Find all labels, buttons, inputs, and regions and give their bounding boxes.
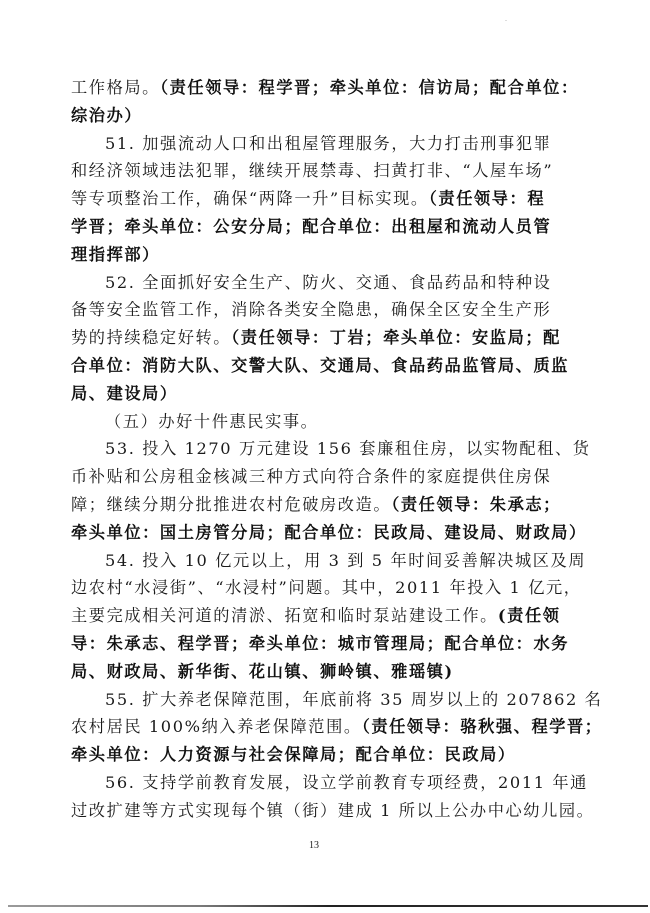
body-text: 过改扩建等方式实现每个镇（街）建成 1 所以上公办中心幼儿园。 [71,800,595,820]
text-line [71,686,603,714]
scan-artifact [505,20,507,21]
body-text: 55. 扩大养老保障范围，年底前将 35 周岁以上的 207862 名 [105,689,603,709]
body-text: 51. 加强流动人口和出租屋管理服务，大力打击刑事犯罪 [105,133,552,153]
page-number: 13 [309,840,319,851]
text-line [71,658,561,686]
text-line [71,491,561,519]
responsibility-text: 局、建设局） [71,383,178,403]
responsibility-text: 理指挥部） [71,244,160,264]
responsibility-text: 合单位：消防大队、交警大队、交通局、食品药品监管局、质监 [71,355,570,375]
text-line [71,157,561,185]
responsibility-text: 导：朱承志、程学晋；牵头单位：城市管理局；配合单位：水务 [71,633,570,653]
body-text: 主要完成相关河道的清淤、拓宽和临时泵站建设工作。 [71,606,498,626]
responsibility-text: 牵头单位：人力资源与社会保障局；配合单位：民政局） [71,745,516,765]
text-line [71,547,587,575]
body-text: 边农村“水浸街”、“水浸村”问题。其中，2011 年投入 1 亿元， [71,578,582,598]
body-text: 农村居民 100%纳入养老保障范围。 [71,717,362,737]
body-text: 53. 投入 1270 万元建设 156 套廉租住房，以实物配租、货 [105,439,591,459]
responsibility-text: 综治办） [71,105,143,125]
text-line [71,574,582,602]
text-line [71,213,561,241]
body-text: 和经济领域违法犯罪，继续开展禁毒、扫黄打非、“人屋车场” [71,161,554,181]
body-text: 52. 全面抓好安全生产、防火、交通、食品药品和特种设 [105,272,552,292]
body-text: 工作格局。 [71,78,160,97]
text-line [71,519,587,547]
text-line [71,380,561,408]
body-text: 障；继续分期分批推进农村危破房改造。 [71,494,392,514]
responsibility-text: （责任领导：程学晋；牵头单位：信访局；配合单位： [159,78,579,97]
responsibility-text: 局、财政局、新华街、花山镇、狮岭镇、雅瑶镇) [71,661,454,681]
text-line [71,241,561,269]
responsibility-text: （责任领导：朱承志； [391,494,561,514]
text-line [71,185,561,213]
document-body [71,74,603,825]
text-line [71,769,588,797]
body-text: 势的持续稳定好转。 [71,328,232,348]
text-line [71,713,603,741]
text-line [71,130,561,158]
body-text: 54. 投入 10 亿元以上，用 3 到 5 年时间妥善解决城区及周 [105,550,587,570]
text-line [71,435,591,463]
text-line [71,296,561,324]
text-line [71,352,570,380]
responsibility-text: （责任领导：骆秋强、程学晋； [361,717,603,737]
text-line [71,269,561,297]
responsibility-text: 牵头单位：国土房管分局；配合单位：民政局、建设局、财政局） [71,522,587,542]
text-line [71,102,561,130]
body-text: 币补贴和公房租金核减三种方式向符合条件的家庭提供住房保 [71,467,552,487]
responsibility-text: （责任领导：丁岩；牵头单位：安监局；配 [231,328,561,348]
text-line [71,74,579,102]
responsibility-text: （责任领导：程 [428,189,546,209]
body-text: 56. 支持学前教育发展，设立学前教育专项经费，2011 年通 [105,772,588,792]
text-line [71,602,561,630]
text-line [71,797,595,825]
text-line [71,630,570,658]
text-line [71,741,561,769]
body-text: （五）办好十件惠民实事。 [105,411,319,431]
text-line [71,324,561,352]
text-line [71,463,561,491]
responsibility-text: 学晋；牵头单位：公安分局；配合单位：出租屋和流动人员管 [71,216,552,236]
text-line [71,408,561,436]
bottom-rule-divider [8,905,648,907]
body-text: 备等安全监管工作，消除各类安全隐患，确保全区安全生产形 [71,300,552,320]
body-text: 等专项整治工作，确保“两降一升”目标实现。 [71,189,429,209]
responsibility-text: (责任领 [497,606,561,626]
